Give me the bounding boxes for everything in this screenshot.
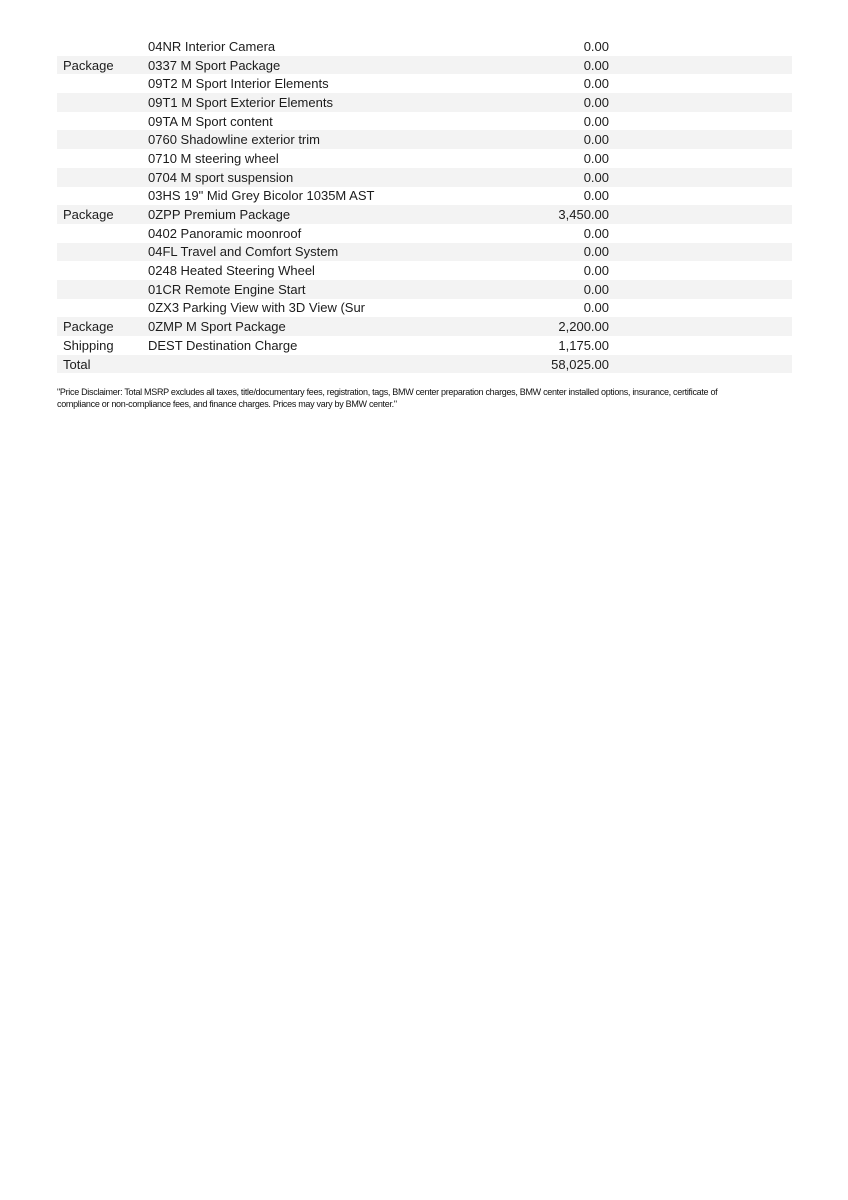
cell-item: 0248 Heated Steering Wheel — [148, 263, 315, 279]
cell-price: 0.00 — [583, 169, 609, 185]
cell-category: Package — [63, 319, 114, 335]
cell-category: Shipping — [63, 337, 114, 353]
cell-price: 0.00 — [583, 113, 609, 129]
cell-price: 0.00 — [583, 132, 609, 148]
table-row-total — [57, 355, 792, 374]
cell-price: 0.00 — [583, 94, 609, 110]
cell-price: 0.00 — [583, 150, 609, 166]
table-row — [57, 299, 792, 318]
cell-item: 0402 Panoramic moonroof — [148, 225, 302, 241]
options-table — [57, 37, 792, 373]
cell-item: 0704 M sport suspension — [148, 169, 294, 185]
cell-category: Package — [63, 57, 114, 73]
cell-price: 0.00 — [583, 225, 609, 241]
cell-price: 0.00 — [583, 188, 609, 204]
cell-item: 0710 M steering wheel — [148, 150, 279, 166]
cell-category: Package — [63, 207, 114, 223]
cell-price: 0.00 — [583, 76, 609, 92]
cell-item: 0ZPP Premium Package — [148, 207, 291, 223]
cell-item: 0760 Shadowline exterior trim — [148, 132, 320, 148]
cell-price: 0.00 — [583, 57, 609, 73]
cell-price: 0.00 — [583, 300, 609, 316]
cell-item: 09T2 M Sport Interior Elements — [148, 76, 329, 92]
table-row — [57, 149, 792, 168]
table-row — [57, 93, 792, 112]
table-row — [57, 112, 792, 131]
disclaimer-line-2: compliance or non-compliance fees, and finance charges. Prices may vary by BMW center." — [57, 398, 397, 409]
cell-item: 03HS 19" Mid Grey Bicolor 1035M AST — [148, 188, 375, 204]
cell-category: Total — [63, 356, 91, 372]
cell-price: 2,200.00 — [558, 319, 609, 335]
cell-item: 0337 M Sport Package — [148, 57, 281, 73]
table-row — [57, 280, 792, 299]
disclaimer-line-1: "Price Disclaimer: Total MSRP excludes all taxes, title/documentary fees, registration, tags, BMW center preparation charges, BMW center installed options, insurance, certificate of — [57, 387, 718, 397]
cell-price: 58,025.00 — [551, 356, 609, 372]
cell-item: 0ZMP M Sport Package — [148, 319, 286, 335]
price-disclaimer — [57, 387, 797, 410]
cell-item: 0ZX3 Parking View with 3D View (Sur — [148, 300, 366, 316]
cell-price: 1,175.00 — [558, 337, 609, 353]
cell-item: 04FL Travel and Comfort System — [148, 244, 339, 260]
table-row — [57, 130, 792, 149]
cell-price: 0.00 — [583, 244, 609, 260]
cell-price: 3,450.00 — [558, 207, 609, 223]
table-row — [57, 336, 792, 355]
table-row — [57, 205, 792, 224]
table-row — [57, 168, 792, 187]
cell-item: 09T1 M Sport Exterior Elements — [148, 94, 333, 110]
cell-item: 04NR Interior Camera — [148, 38, 276, 54]
table-row — [57, 317, 792, 336]
table-row — [57, 56, 792, 75]
table-row — [57, 243, 792, 262]
cell-item: 09TA M Sport content — [148, 113, 273, 129]
table-row — [57, 224, 792, 243]
table-row — [57, 187, 792, 206]
table-row — [57, 74, 792, 93]
table-row — [57, 37, 792, 56]
cell-item: DEST Destination Charge — [148, 337, 298, 353]
table-row — [57, 261, 792, 280]
cell-item: 01CR Remote Engine Start — [148, 281, 306, 297]
cell-price: 0.00 — [583, 38, 609, 54]
cell-price: 0.00 — [583, 263, 609, 279]
cell-price: 0.00 — [583, 281, 609, 297]
